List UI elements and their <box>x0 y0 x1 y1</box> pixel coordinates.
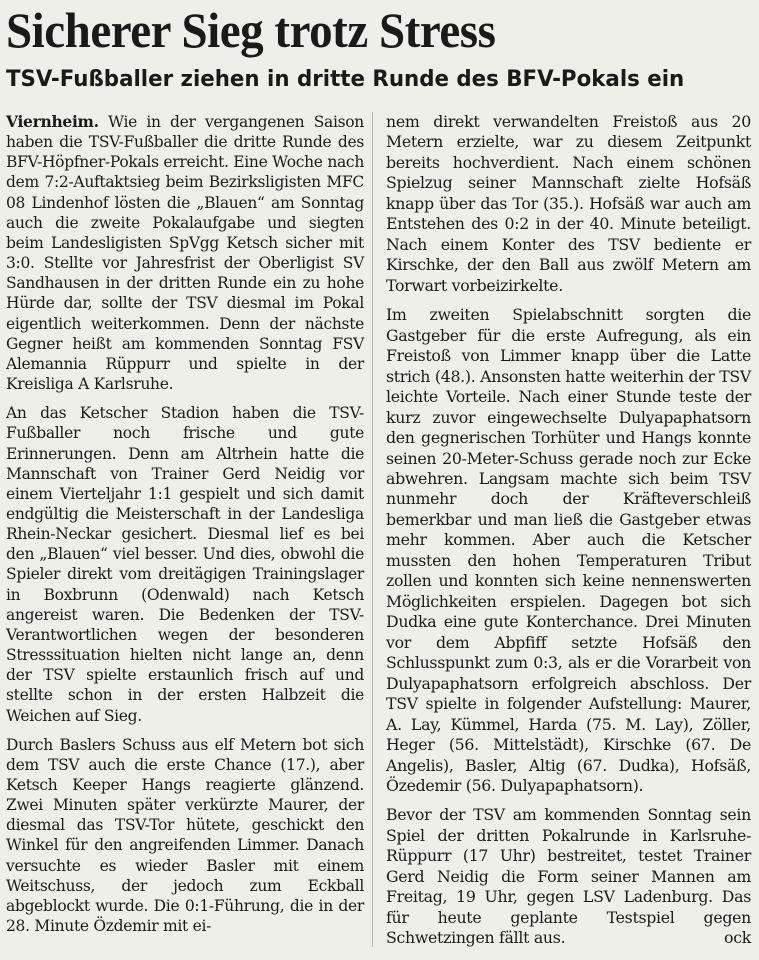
paragraph-text: Bevor der TSV am kommenden Sonntag sein Spiel der dritten Pokalrunde in Karlsruhe-Rüppurr (17 Uhr) bestreitet, testet Trainer Gerd Neidig die Form seiner Mannen am Freitag, 19 Uhr, gegen LSV Ladenburg. Das für heute geplante Testspiel gegen Schwetzingen fällt aus. <box>386 805 751 948</box>
article-subheadline: TSV-Fußballer ziehen in dritte Runde des BFV-Pokals ein <box>6 67 685 92</box>
article-dateline: Viernheim. <box>6 112 99 131</box>
article-paragraph: nem direkt verwandelten Freistoß aus 20 Metern erzielte, war zu diesem Zeitpunkt bereits hochverdient. Nach einem schönen Spielzug seiner Mannschaft zielte Hofsäß knapp über das Tor (35.). Hofsäß war auch am Entstehen des 0:2 in der 40. Minute beteiligt. Nach einem Konter des TSV bediente er Kirschke, der den Ball aus zwölf Metern am Torwart vorbeizirkelte. <box>386 112 751 295</box>
article-paragraph: An das Ketscher Stadion haben die TSV-Fußballer noch frische und gute Erinnerungen. Denn am Altrhein hatte die Mannschaft von Trainer Gerd Neidig vor einem Vierteljahr 1:1 gespielt und sich damit endgültig die Meisterschaft in der Landesliga Rhein-Neckar gesichert. Diesmal lief es bei den „Blauen“ viel besser. Und dies, obwohl die Spieler direkt vom dreitägigen Trainingslager in Boxbrunn (Odenwald) nach Ketsch angereist waren. Die Bedenken der TSV-Verantwortlichen wegen der besonderen Stresssituation hielten nicht lange an, denn der TSV spielte erstaunlich frisch auf und stellte schon in der ersten Halbzeit die Weichen auf Sieg. <box>6 404 364 725</box>
article-paragraph <box>386 805 751 948</box>
article-paragraph: Durch Baslers Schuss aus elf Metern bot sich dem TSV auch die erste Chance (17.), aber Ketsch Keeper Hangs reagierte glänzend. Zwei Minuten später verkürzte Maurer, der diesmal das TSV-Tor hütete, geschickt den Winkel für den angreifenden Limmer. Danach versuchte es wieder Basler mit einem Weitschuss, der jedoch zum Eckball abgeblockt wurde. Die 0:1-Führung, die in der 28. Minute Özdemir mit ei- <box>6 735 364 936</box>
article-paragraph <box>6 112 364 394</box>
column-divider <box>372 112 373 947</box>
article-paragraph: Im zweiten Spielabschnitt sorgten die Gastgeber für die erste Aufregung, als ein Freistoß von Limmer knapp über die Latte strich (48.). Ansonsten hatte weiterhin der TSV leichte Vorteile. Nach einer Stunde teste der kurz zuvor eingewechselte Dulyapaphatsorn den gegnerischen Torhüter und Hangs konnte seinen 20-Meter-Schuss gerade noch zur Ecke abwehren. Langsam machte sich beim TSV nunmehr doch der Kräfteverschleiß bemerkbar und man ließ die Gastgeber etwas mehr kommen. Aber auch die Ketscher mussten den hohen Temperaturen Tribut zollen und konnten sich keine nennenswerten Möglichkeiten erspielen. Dagegen bot sich Dudka eine gute Konterchance. Drei Minuten vor dem Abpfiff setzte Hofsäß den Schlusspunkt zum 0:3, als er die Vorarbeit von Dulyapaphatsorn erfolgreich abschloss. Der TSV spielte in folgender Aufstellung: Maurer, A. Lay, Kümmel, Harda (75. M. Lay), Zöller, Heger (56. Mittelstädt), Kirschke (67. De Angelis), Basler, Altig (67. Dudka), Hofsäß, Özedemir (56. Dulyapaphatsorn). <box>386 305 751 795</box>
author-signature: ock <box>724 928 751 948</box>
article-column-left <box>6 112 364 936</box>
article-column-right <box>386 112 751 949</box>
article-headline: Sicherer Sieg trotz Stress <box>6 2 496 58</box>
paragraph-text: Wie in der vergangenen Saison haben die TSV-Fußballer die dritte Runde des BFV-Höpfner-Pokals erreicht. Eine Woche nach dem 7:2-Auftaktsieg beim Bezirksligisten MFC 08 Lindenhof lösten die „Blauen“ am Sonntag auch die zweite Pokalaufgabe und siegten beim Landesligisten SpVgg Ketsch sicher mit 3:0. Stellte vor Jahresfrist der Oberligist SV Sandhausen in der dritten Runde ein zu hohe Hürde dar, sollte der TSV diesmal im Pokal eigentlich weiterkommen. Denn der nächste Gegner heißt am kommenden Sonntag FSV Alemannia Rüppurr und spielte in der Kreisliga A Karlsruhe. <box>6 113 364 394</box>
